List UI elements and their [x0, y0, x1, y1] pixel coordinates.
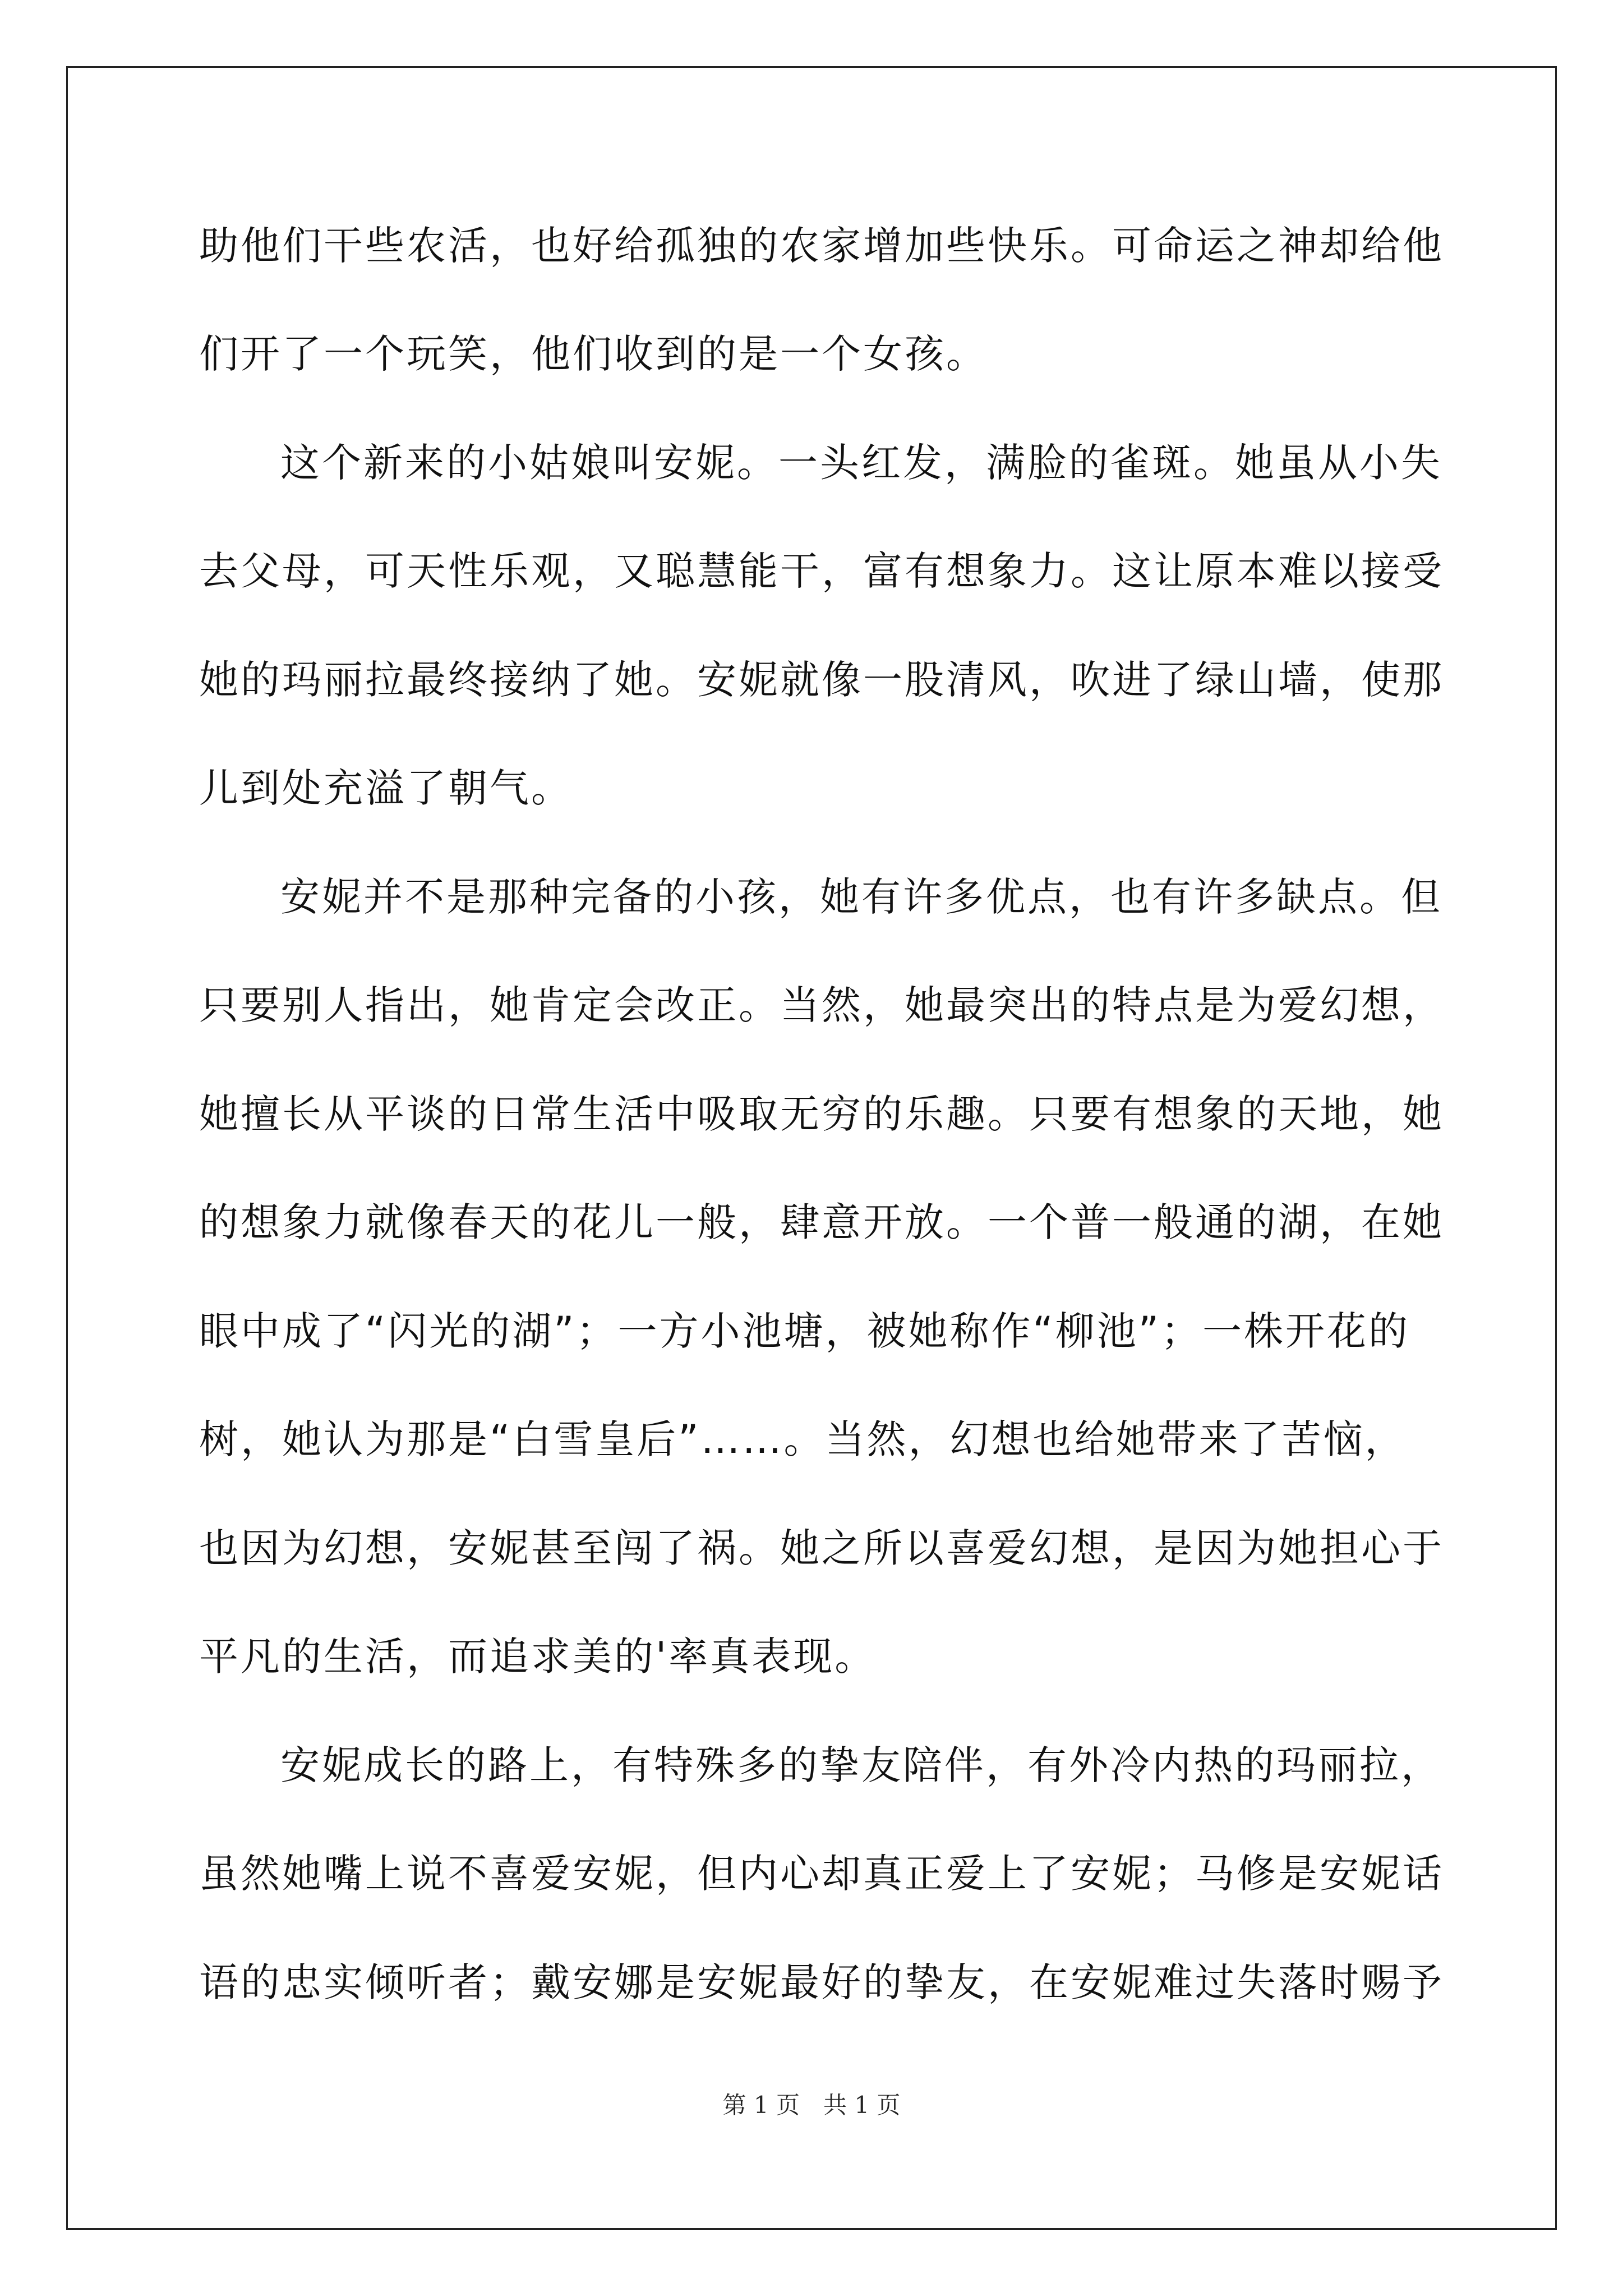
- page-number: 第 1 页 共 1 页: [722, 2091, 901, 2119]
- text-line: 眼中成了“闪光的湖”；一方小池塘，被她称作“柳池”；一株开花的: [199, 1308, 1410, 1354]
- text-line: 她擅长从平谈的日常生活中吸取无穷的乐趣。只要有想象的天地，她: [199, 1091, 1444, 1137]
- text-line: 安妮并不是那种完备的小孩，她有许多优点，也有许多缺点。但: [280, 874, 1442, 920]
- text-line: 安妮成长的路上，有特殊多的挚友陪伴，有外冷内热的玛丽拉，: [280, 1742, 1442, 1788]
- text-line: 也因为幻想，安妮甚至闯了祸。她之所以喜爱幻想，是因为她担心于: [199, 1525, 1444, 1571]
- page-border: [66, 66, 1557, 2230]
- text-line: 虽然她嘴上说不喜爱安妮，但内心却真正爱上了安妮；马修是安妮话: [199, 1851, 1444, 1897]
- text-line: 助他们干些农活，也好给孤独的农家增加些快乐。可命运之神却给他: [199, 223, 1444, 269]
- text-line: 只要别人指出，她肯定会改正。当然，她最突出的特点是为爱幻想，: [199, 982, 1444, 1028]
- text-line: 语的忠实倾听者；戴安娜是安妮最好的挚友，在安妮难过失落时赐予: [199, 1959, 1444, 2005]
- text-line: 树，她认为那是“白雪皇后”……。当然，幻想也给她带来了苦恼，: [199, 1416, 1407, 1462]
- text-line: 这个新来的小姑娘叫安妮。一头红发，满脸的雀斑。她虽从小失: [280, 440, 1442, 486]
- text-line: 去父母，可天性乐观，又聪慧能干，富有想象力。这让原本难以接受: [199, 548, 1444, 594]
- text-line: 她的玛丽拉最终接纳了她。安妮就像一股清风，吹进了绿山墙，使那: [199, 657, 1444, 703]
- text-line: 儿到处充溢了朝气。: [199, 765, 573, 811]
- text-line: 们开了一个玩笑，他们收到的是一个女孩。: [199, 331, 988, 377]
- text-line: 平凡的生活，而追求美的'率真表现。: [199, 1634, 877, 1680]
- text-line: 的想象力就像春天的花儿一般，肆意开放。一个普一般通的湖，在她: [199, 1199, 1444, 1245]
